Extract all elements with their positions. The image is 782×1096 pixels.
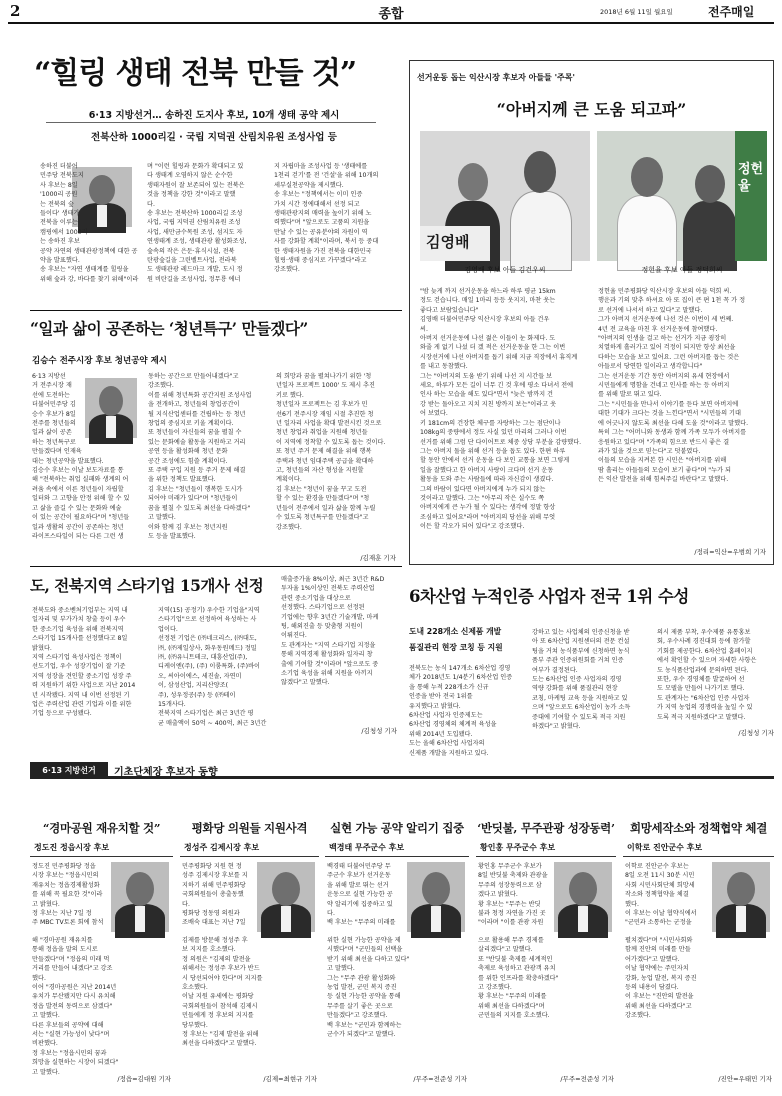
article-title: “일과 삶이 공존하는 ‘청년특구’ 만들겠다” (30, 319, 308, 338)
column-headline: 평화당 의원들 지원사격 (191, 821, 308, 835)
column-body: 정도진 민주평화당 정읍 시장 후보는 "정읍시민의 재유치는 정읍경제활성화 를 위해 꼭 필요한 것"이라 고 밝혔다. 정 후보는 지난 7일 정 주 MBC TV토론 회에 참석 (32, 863, 104, 927)
byline: /김청성 기자 (361, 727, 397, 735)
article-sons-campaign (409, 60, 774, 565)
article-body: 전북도는 농식 147개소 6차산업 경영 체가 2018년도 1/4분기 6차산업 인증 을 통해 누적 228개소가 신규 인증을 받아 전국 1위를 유지했다고 밝혔다. 6차산업 사업자 인증제도는 6차산업 경영체의 체계적 육성을 위해 2014년 도입됐다. 도는 올해 6차산업 사업자의 신제품 개발을 지원하고 있다. (409, 665, 513, 757)
candidate-column (476, 820, 616, 1088)
column-headline: “경마공원 재유치할 것” (42, 821, 161, 835)
column-headline: 희망세작소와 정책협약 체결 (629, 821, 768, 835)
candidate-photo (407, 862, 465, 932)
article-body: 매출증가율 8%이상, 최근 3년간 R&D 투자율 1%이상인 전북도 주력산업 관련 중소기업을 대상으로 선정했다. 스타기업으로 선정된 기업에는 향후 3년간 기술개발, 마케 팅, 해외진출 등 맞춤형 지원이 이뤄진다. 도 관계자는 "지역 스타기업 지정을 통해 지역경제 활성화와 일자리 창 출에 기여할 것"이라며 "앞으로도 중 소기업 육성을 위해 지원을 아끼지 않겠다"고 말했다. (281, 576, 385, 687)
divider (30, 566, 402, 567)
newspaper-name: 전주매일 (708, 5, 755, 19)
divider (623, 856, 774, 857)
page-header (0, 0, 782, 22)
column-body-cont: 위한 실현 가능한 공약을 제 시했다"며 "군민들의 선택을 받기 위해 최선을 다하고 있다" 고 말했다. 그는 "무주 관광 활성화와 농업 발전, 군민 복지 증진 등 실현 가능한 공약을 통해 무주를 살기 좋은 곳으로 만들겠다"고 강조했다. 백 후보는 "군민과 함께하는 군수가 되겠다"고 말했다. (327, 937, 410, 1039)
article-title: “아버지께 큰 도움 되고파” (496, 100, 687, 119)
header-rule (8, 22, 774, 24)
column-candidate: 정성주 김제시장 후보 (184, 843, 260, 852)
column-candidate: 이학로 진안군수 후보 (627, 843, 703, 852)
column-candidate: 정도진 정읍시장 후보 (34, 843, 110, 852)
article-body: 동하는 공간으로 만들어내겠다"고 강조했다. 이를 위해 청년특화 공간지원 조성사업 을 전개하고, 청년들의 창업공간이 될 지식산업센터를 건립하는 등 청년 창업의 중심지로 키울 계획이다. 또 청년들이 자신들의 꿈을 펼칠 수 있는 문화예술 활동을 지원하고 거리 공연 등을 활성화해 청년 문화 공간 조성에도 힘쓸 계획이다. 또 주택 구입 지원 등 주거 문제 해결 을 위한 정책도 발표했다. 김 후보는 "청년들이 행복한 도시가 되어야 미래가 있다"며 "청년들이 꿈을 펼칠 수 있도록 최선을 다하겠다" 고 말했다. 이와 함께 김 후보는 청년지원 도 등을 발표했다. (148, 373, 252, 540)
article-body: 지역(15) 공정기) 우수한 기업을"지역 스타기업"으로 선정하여 육성하는 사 업이다. 선정된 기업은 (㈜네크리스, (㈜대도, ㈜, (㈜제일상사, 화우동원메드) 정밀 ㈜, (㈜유니트테크, 대흥산업(주), 디케이엔(주), (주) 이룸특화, (주)바이 오, 씨아이에스, 세진솔, 자연미 이, 삼성산업, 지리산양조( 주), 성우정공(주) 등 (㈜테이 15개사다. 전북지역 스타기업은 최근 3년간 평 균 매출액이 50억 ~ 400억, 최근 3년간 (158, 607, 267, 727)
column-body: 이학로 진안군수 후보는 8일 오전 11시 30분 시민 사회 시민사회단체 희망세 작소와 정책협약을 체결 했다. 이 후보는 이날 협약식에서 "군민과 소통하는 군정을 (625, 863, 697, 927)
campaign-photo (420, 131, 590, 261)
article-title: 6차산업 누적인증 사업자 전국 1위 수성 (409, 587, 689, 606)
byline: /정읍=김대원 기자 (117, 1075, 171, 1083)
candidate-photo (257, 862, 315, 932)
article-subtitle: 전북산하 1000리길 · 국립 지덕권 산림치유원 조성사업 등 (91, 132, 337, 143)
byline: /진안=우태민 기자 (718, 1075, 772, 1083)
issue-date: 2018년 6월 11일 월요일 (600, 8, 673, 16)
page-number: 2 (10, 2, 21, 20)
byline: /정리=익산=우범희 기자 (694, 548, 766, 556)
column-headline: 실현 가능 공약 알리기 집중 (330, 821, 464, 835)
candidate-column (325, 820, 469, 1088)
column-body-cont: 펼치겠다"며 "시민사회와 함께 진안의 미래를 만들 어가겠다"고 말했다. 이날 협약에는 주민자치 강화, 농업 발전, 복지 증진 등의 내용이 담겼다. 이 후보는 "진안의 발전을 위해 최선을 다하겠다"고 강조했다. (625, 937, 697, 1020)
divider (30, 856, 173, 857)
article-body: 6·13 지방선 거 전주시장 재 선에 도전하는 더불어민주당 김 승수 후보가 8일 전주를 청년들의 일과 삶이 공존 하는 청년특구로 만들겠다며 인재육 대는 청년공약을 발표했다. 김승수 후보는 이날 보도자료를 통 해 "전북하는 취업 실패와 생계의 어 려움 속에서 이른 청년들이 자립할 일터와 그 고향을 안정 위해 할 수 있 고 삶을 즐길 수 있는 문화와 예술 이 있는 공간이 필요하다"며 "청년들 일과 생활의 공간이 공존하는 청년 라이프스타일이 되는 다른 그런 생 (32, 373, 130, 540)
article-subtitle: 품질관리 현장 코칭 등 지원 (409, 643, 503, 652)
divider (30, 310, 402, 311)
section-band (30, 762, 774, 779)
candidate-column (180, 820, 319, 1088)
article-subtitle: 김승수 전주시장 후보 청년공약 제시 (32, 356, 168, 366)
campaign-sign: 정헌율 (738, 162, 764, 194)
divider (180, 856, 319, 857)
byline: /김청성 기자 (738, 729, 774, 737)
article-subtitle: 6·13 지방선거… 송하진 도지사 후보, 10개 생태 공약 제시 (88, 110, 340, 121)
photo-caption: 정헌율 후보 아들 정덕희씨 (641, 266, 723, 274)
article-body: "밤 늦게 까지 선거운동을 하느라 하루 평균 15km 정도 걷습니다. 매일 1마리 등등 웃지지, 마찬 웃는 좋다고 보람있습니다" 김영배 더불어민주당 익산시장 후보의 아들 건우 씨. 아버지 선거운동에 나선 젊은 이들이 눈 화제다. 도 와줄 게 없기 나섰 더 겠 적은 선거운동을 한 그는 이번 시장선거에 나선 아버지를 돕기 위해 지금 직장에서 휴직계 를 내고 동참했다. 그는 "아버지의 도움 받기 위해 나선 지 시간들 보 세요, 하루가 모든 길이 너무 긴 것 후에 평소 다녀서 전에 인사 하는 모습을 해도 있다"면서 "늦은 밤까지 건 강 받는 돌아오고 지치 지친 방까지 보는"이라고 웃 어 보였다. 키 181cm의 건장한 체구를 자랑하는 그는 점단이나 108kg의 중량에서 정도 사실 있던 마리의 그러나 이번 선거를 위해 그럼 단 다이어트로 체중 상당 부분을 감량했다. 그는 아버지 돌을 위해 선거 등을 돕도 있다. 한편 하루 할 동안 안에서 선거 운동을 다 보인 교통을 보면 그렇게 일을 잘했다고 한 아버지 사랑이 크다며 선거 운동 활동을 도와 주는 사람들에 따라 자신감이 생겼다. 그의 바람이 있다면 아버지에게 누가 되지 않는 것이라고 말했다. 그는 "아무리 작은 실수도 쪽 아버지에게 큰 누가 될 수 있다는 생각에 정말 항상 조심하고 있어요"라며 "아버지의 당선을 위해 무엇 이든 할 각오가 되어 있다"고 강조했다. (420, 288, 582, 531)
candidate-photo (712, 862, 770, 932)
article-title: “힐링 생태 전북 만들 것” (34, 56, 357, 91)
divider (476, 856, 616, 857)
candidate-column (623, 820, 774, 1088)
article-body: 송하진 더불어 민주당 전북도지 사 후보는 8일 '1000리 공원 는 전북의 숲 들이다' 생태가 전북을 이루는 캠핑에서 1000리 는 송하진 후보 공약 자연의 생태관광정책에 대한 공 약을 발표했다. 송 후보는 "자연 생태계를 힐링을 위해 숲과 강, 바다를 찾기 위해"이라 (40, 163, 139, 283)
column-body: 황인홍 무주군수 후보가 8일 반딧불 축제와 관광을 무주의 성장동력으로 삼 겠다고 밝혔다. 황 후보는 "무주는 반딧 불과 청정 자연을 가진 곳 "이라며 "이를 관광 자원 (478, 863, 548, 927)
column-body-cont: 으로 활용해 무주 경제를 살리겠다"고 말했다. 또 "반딧불 축제를 세계적인 축제로 육성하고 관광객 유치 를 위한 인프라를 확충하겠다" 고 강조했다. 황 후보는 "무주의 미래를 위해 최선을 다하겠다"며 군민들의 지지를 호소했다. (478, 937, 559, 1020)
column-body: 백경태 더불어민주당 무 주군수 후보가 선거운동 을 위해 발로 뛰는 선거 운동으로 실현 가능한 공 약 알리기에 집중하고 있 다. 백 후보는 "무주의 미래를 (327, 863, 396, 927)
section-title: 기초단체장 후보자 동향 (114, 767, 218, 778)
column-candidate: 황인홍 무주군수 후보 (480, 843, 556, 852)
column-body: 민주평화당 지원 현 정 성주 김제시장 후보를 지 지하기 위해 민주평화당 국회의원들이 총출동했 다. 평화당 정동영 의원과 조배숙 대표는 지난 7일 (182, 863, 248, 927)
byline: /김재훈 기자 (360, 554, 396, 562)
article-body: 의 희망과 꿈을 펼쳐나가기 위한 '청 년일자 프로젝트 1000' 도 제시 추진 키로 했다. 청년일자 프로젝트는 김 후보가 민 선6기 전주시장 재임 시절 추진한 청 년 일자리 사업을 확대 발전시킨 것으로 청년 창업과 취업을 지원해 청년들 이 지역에 정착할 수 있도록 돕는 것이다. 또 청년 주거 문제 해결을 위해 행복 주택과 청년 임대주택 공급을 확대하 고, 청년들의 자산 형성을 지원할 계획이다. 김 후보는 "청년이 꿈을 꾸고 도전 할 수 있는 환경을 만들겠다"며 "청 년들이 전주에서 일과 삶을 함께 누릴 수 있도록 청년특구를 만들겠다"고 강조했다. (276, 373, 386, 531)
article-body: 의시 제품 부착, 우수제품 유통홍보 회, 우수사례 경진대회 등에 참가할 기회를 제공한다. 6차산업 홈페이지 에서 확인할 수 있으며 자세한 사항은 도 농식품산업과에 문의하면 된다. 또한, 우수 경영체를 발굴하여 선 도 모델을 만들어 나가기로 했다. 도 관계자는 "6차산업 인증 사업자 가 지역 농업의 경쟁력을 높일 수 있 도록 적극 지원하겠다"고 말했다. (657, 629, 757, 721)
article-body: 지 자립마을 조성사업 등 '생태에를 1천리 걷기'를 전 '건설'을 위해 10개의 세부실천공약을 제시했다. 송 후보는 "정책에서는 이미 인증 가치 시간 정에대해서 선정 되고 생태관광지의 매력을 높이기 위해 노 력했다"며 "앞으로도 고품의 지원을 만날 수 있는 공유분야의 자원이 역 사를 강화할 계획"이라며, 북서 등 중대 한 생태자원을 가진 전북을 대한민국 힐링·생태 중심지로 가꾸겠다"라고 강조했다. (274, 163, 379, 274)
byline: /무주=전준성 기자 (413, 1075, 467, 1083)
candidate-photo (554, 862, 612, 932)
divider (325, 856, 469, 857)
article-subtitle: 도내 228개소 신제품 개발 (409, 627, 502, 636)
column-candidate: 백경태 무주군수 후보 (329, 843, 405, 852)
section-tag-label: 6·13 지방선거 (42, 766, 96, 775)
article-body: 강하고 있는 사업체의 인증신청을 받 아 또 6차산업 지원센터의 전문 컨설 팅을 거쳐 농식품부에 신청하면 농식 품부 주관 인증위원회를 거쳐 인증 여부가 결정된다. 도는 6차산업 인증 사업자의 경영 역량 강화를 위해 품질관리 현장 코칭, 마케팅 교육 등을 지원하고 있 으며 "앞으로도 6차산업이 농가 소득 증대에 기여할 수 있도록 적극 지원 하겠다"고 밝혔다. (532, 629, 631, 731)
column-headline: ‘반딧불, 무주관광 성장동력’ (477, 821, 615, 835)
divider (46, 122, 376, 123)
column-body-cont: 김제를 방문해 정성주 후 보 지지를 호소했다. 정 의원은 "김제의 발전을 위해서는 정성주 후보가 반드 시 당선되어야 한다"며 지지를 호소했다. 이날 지원 유세에는 평화당 국회의원들이 참석해 김제시 민들에게 정 후보의 지지를 당부했다. 정 후보는 "김제 발전을 위해 최선을 다하겠다"고 말했다. (182, 937, 263, 1048)
photo-caption: 김영배 후보 아들 김건우씨 (464, 266, 546, 274)
section-name: 종합 (378, 7, 404, 22)
article-body: 전북도와 중소벤처기업부는 지역 내 일자리 및 부가가치 창출 등이 우수 한 중소기업 육성을 위해 전북지역 스타기업 15개사를 선정했다고 8일 밝혔다. 지역 스타기업 육성사업은 정책이 선도기업, 우수 성장기업이 잘 기준 지역 성장을 견인할 중소기업 성장 주 력 지원하기 위한 사업으로 지난 2014 년 시작됐다. 지역 내 이번 선정된 기 업은 주력산업 관련 기업과 이를 위한 기업 등으로 구성됐다. (32, 607, 136, 718)
article-body: 며 "이런 힐링과 문화가 확대되고 있 다 생태계 오염하지 않은 순수한 생태자원이 잘 보존되어 있는 전북은 것을 정책을 강한 것"이라고 말했 다. 송 후보는 전북산하 1000리길 조성 사업, 국립 지덕권 산림치유원 조성 사업, 새만금수목원 조성, 섬지도 자 연생태계 조성, 생태관광 활성화조성, 숲속의 작은 은둔·휴식시설, 전북 탄광숲길을 그린벨트사업, 전라북 도 생태관광 레드마크 개발, 도시 정 원 비탄길을 조성사업, 정무룡 에너 (147, 163, 247, 283)
article-title: 도, 전북지역 스타기업 15개사 선정 (30, 576, 264, 595)
candidate-column (30, 820, 173, 1088)
campaign-photo (597, 131, 767, 261)
article-body: 정헌율 민주평화당 익산시장 후보의 아들 덕희 씨. 행운과 기의 맞추 하셔요 아 또 집이 큰 편 1천 꼭 가 정 로 선거에 나서서 하고 있다"고 말했다. 그가 아버지 선거운동에 나선 것은 이번이 세 번째. 4년 전 교육을 마친 후 선거운동에 참여했다. "아버지의 인생을 걸고 하는 선거가 지금 굉장히 치열하게 흘러가고 있어 걱정이 되지만 항상 최선을 다하는 모습을 보고 있어요. 그런 아버지를 돕는 것은 아들로서 당연한 일이라고 생각합니다" 그는 선거운동 기간 동안 아버지의 유세 현장에서 시민들에게 명함을 건네고 인사를 하는 등 아버지 를 위해 발로 뛰고 있다. 그는 "시민들을 만나서 이야기를 듣다 보면 아버지에 대한 기대가 크다는 것을 느낀다"면서 "시민들의 기대 에 어긋나지 않도록 최선을 다해 도울 것"이라고 말했다. 특히 그는 "어머니와 동생과 함께 가족 모두가 아버지를 응원하고 있다"며 "가족의 힘으로 반드시 좋은 결 과가 있을 것으로 믿는다"고 덧붙였다. 이들의 모습을 지켜본 한 시민은 "아버지를 위해 땀 흘리는 아들들의 모습이 보기 좋다"며 "누가 되 든 익산 발전을 위해 힘써주길 바란다"고 말했다. (598, 288, 749, 484)
column-body-cont: 해 "경마공원 재유치를 통해 정읍을 말의 도시로 만들겠다"며 "정읍의 미래 먹 거리를 만들어 내겠다"고 강조 했다. 이어 "경마공원은 지난 2014년 유치가 무산됐지만 다시 유치해 정읍 발전의 동력으로 삼겠다" 고 말했다. 다른 후보들의 공약에 대해 서는 "실현 가능성이 낮다"며 비판했다. 정 후보는 "정읍시민의 꿈과 희망을 실현하는 시장이 되겠다" 고 말했다. (32, 937, 119, 1076)
campaign-sign: 김영배 (426, 233, 470, 251)
byline: /김제=최현규 기자 (263, 1075, 317, 1083)
byline: /무주=전준성 기자 (560, 1075, 614, 1083)
candidate-photo (111, 862, 169, 932)
article-kicker: 선거운동 돕는 익산시장 후보자 아들들 '주목' (417, 73, 575, 82)
